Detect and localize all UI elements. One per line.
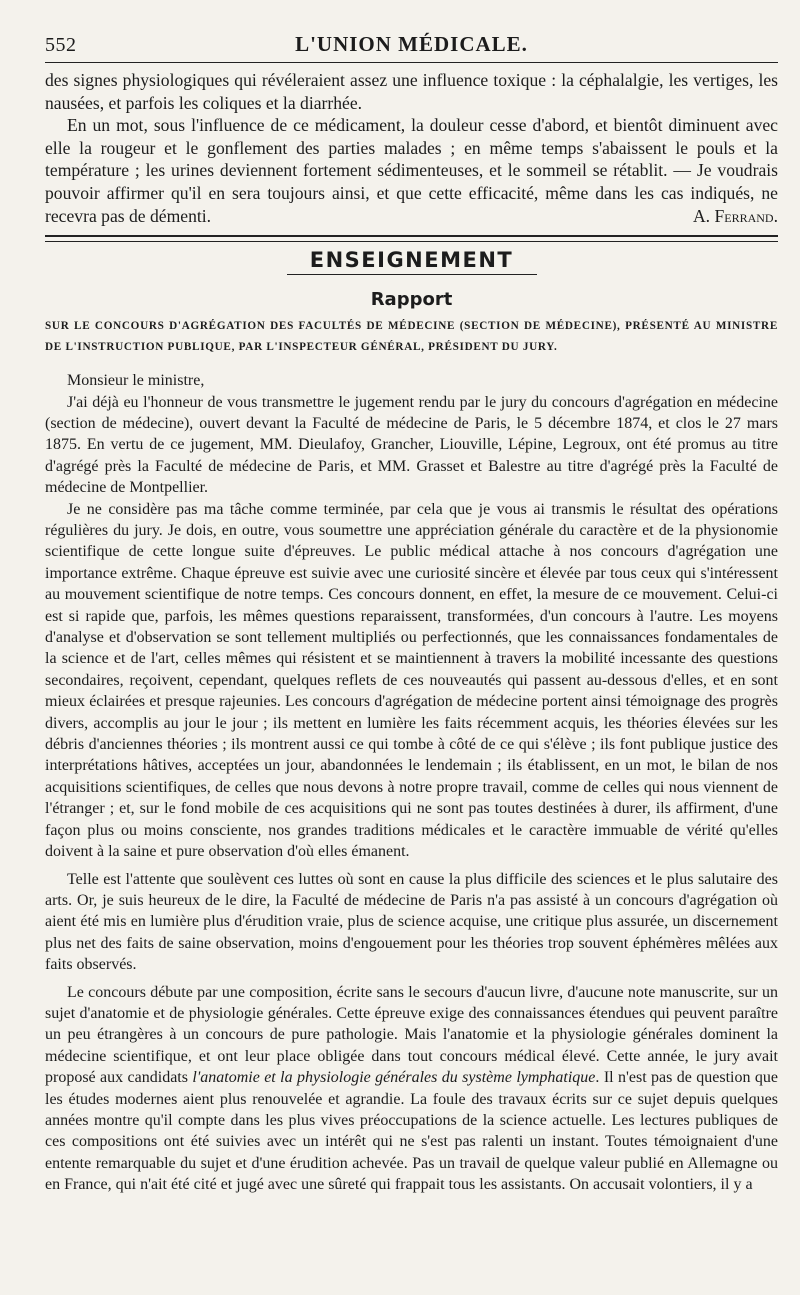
italic-subject-title: l'anatomie et la physiologie générales du système lymphatique [192,1069,596,1087]
page-number: 552 [45,34,77,56]
report-paragraph-4 [45,982,778,1196]
report-paragraph-4-start: Le concours débute par une composition, écrite sans le secours d'aucun livre, d'aucune note manuscrite, sur un sujet d'anatomie et de physiologie générales. Cette épreuve exige des connaissances étendues qui peuvent paraître un peu étrangères à un concours de pure pathologie. Mais l'anatomie et la physiologie générales dominent la médecine scientifique, et ont leur place obligée dans tout concours médical élevé. Cette année, le jury avait proposé aux candidats [45,983,778,1087]
section-divider [45,235,778,242]
previous-article-continuation: des signes physiologiques qui révéleraient assez une influence toxique : la céphalalgie, les vertiges, les nausées, et parfois les coliques et la diarrhée. [45,70,778,113]
section-title: ENSEIGNEMENT [309,248,514,273]
report-paragraph-2: Je ne considère pas ma tâche comme terminée, par cela que je vous ai transmis le résultat des opérations régulières du jury. Je dois, en outre, vous soumettre une appréciation générale du caractère et de la physionomie scientifique de cette longue suite d'épreuves. Le public médical attache à nos concours d'agrégation une importance extrême. Chaque épreuve est suivie avec une curiosité sincère et élevée par tous ceux qui s'intéressent au mouvement scientifique de notre temps. Ces concours donnent, en effet, la mesure de ce mouvement. Celui-ci est si rapide que, parfois, les mêmes questions reparaissent, transformées, d'un concours à l'autre. Les moyens d'analyse et d'observation se sont tellement multipliés ou perfectionnés, que les connaissances fondamentales de la science et de l'art, celles mêmes qui résistent et se maintiennent à travers la mobilité incessante des questions secondaires, reçoivent, cependant, quelques reflets de ces nouveautés qui passent au-dessous d'elles, et en sont mieux éclairées et presque rajeunies. Les concours d'agrégation de médecine portent ainsi témoignage des progrès divers, accomplis au jour le jour ; ils mettent en lumière les faits récemment acquis, les théories élevées sur les débris d'anciennes théories ; ils montrent aussi ce qui tombe à côté de ce qui s'élève ; ils font publique justice des interprétations hâtives, acceptées un jour, abandonnées le lendemain ; ils établissent, en un mot, le bilan de nos acquisitions scientifiques, de celles que nous devons à notre propre travail, comme de celles qui nous viennent de l'étranger ; et, sur le fond mobile de ces acquisitions qui ne sont pas toutes destinées à durer, ils affirment, d'une façon plus ou moins consciente, nos grandes traditions médicales et le caractère immuable de vérité qu'elles doivent à la saine et pure observation d'où elles émanent. [45,500,778,861]
report-body [45,370,778,1195]
previous-article-paragraph [45,114,778,227]
report-subtitle: SUR LE CONCOURS D'AGRÉGATION DES FACULTÉS DE MÉDECINE (SECTION DE MÉDECINE), PRÉSENTÉ AU MINISTRE DE L'INSTRUCTION PUBLIQUE, PAR L'INSPECTEUR GÉNÉRAL, PRÉSIDENT DU JURY. [45,320,778,354]
report-title: Rapport [370,289,453,311]
report-paragraph-1: J'ai déjà eu l'honneur de vous transmettre le jugement rendu par le jury du concours d'agrégation en médecine (section de médecine), ouvert devant la Faculté de médecine de Paris, le 5 décembre 1874, et clos le 27 mars 1875. En vertu de ce jugement, MM. Dieulafoy, Grancher, Liouville, Lépine, Legroux, ont été promus au titre d'agrégé près la Faculté de médecine de Paris, et MM. Grasset et Balestre au titre d'agrégé près la Faculté de médecine de Montpellier. [45,393,778,497]
previous-article-paragraph-text: En un mot, sous l'influence de ce médicament, la douleur cesse d'abord, et bientôt diminuent avec elle la rougeur et le gonflement des parties malades ; en même temps s'abaissent le pouls et la température ; les urines deviennent fortement sédimenteuses, et le sommeil se rétablit. — Je voudrais pouvoir affirmer qu'il en sera toujours ainsi, et que cette efficacité, même dans les cas indiqués, ne recevra pas de démenti. [45,115,778,226]
page-header [45,28,778,63]
salutation: Monsieur le ministre, [67,372,205,390]
report-paragraph-3: Telle est l'attente que soulèvent ces luttes où sont en cause la plus difficile des sciences et le plus salutaire des arts. Or, je suis heureux de le dire, la Faculté de médecine de Paris n'a pas assisté à un concours d'agrégation où aient été mis en lumière plus d'érudition vraie, plus de science acquise, une critique plus assurée, un discernement plus net des faits de saine observation, moins d'engouement pour les théories trop souvent éphémères mêlées aux faits observés. [45,870,778,974]
previous-article-end [45,69,778,227]
author-signature: A. Ferrand. [692,205,778,226]
running-title: L'UNION MÉDICALE. [295,32,528,56]
report-paragraph-4-end: . Il n'est pas de question que les études modernes aient plus renouvelée et agrandie. La foule des travaux écrits sur ce sujet depuis quelques années montre qu'il compte dans les plus vives préoccupations de la science actuelle. Les lectures publiques de ces compositions ont été suivies avec un intérêt qui ne s'est pas ralenti un instant. Toutes témoignaient d'une entente remarquable du sujet et d'une érudition achevée. Pas un travail de quelque valeur publié en Allemagne ou en France, qui n'ait été cité et jugé avec une sûreté qui frappait tous les assistants. On accusait volontiers, il y a [45,1069,778,1194]
section-title-rule [287,274,537,275]
